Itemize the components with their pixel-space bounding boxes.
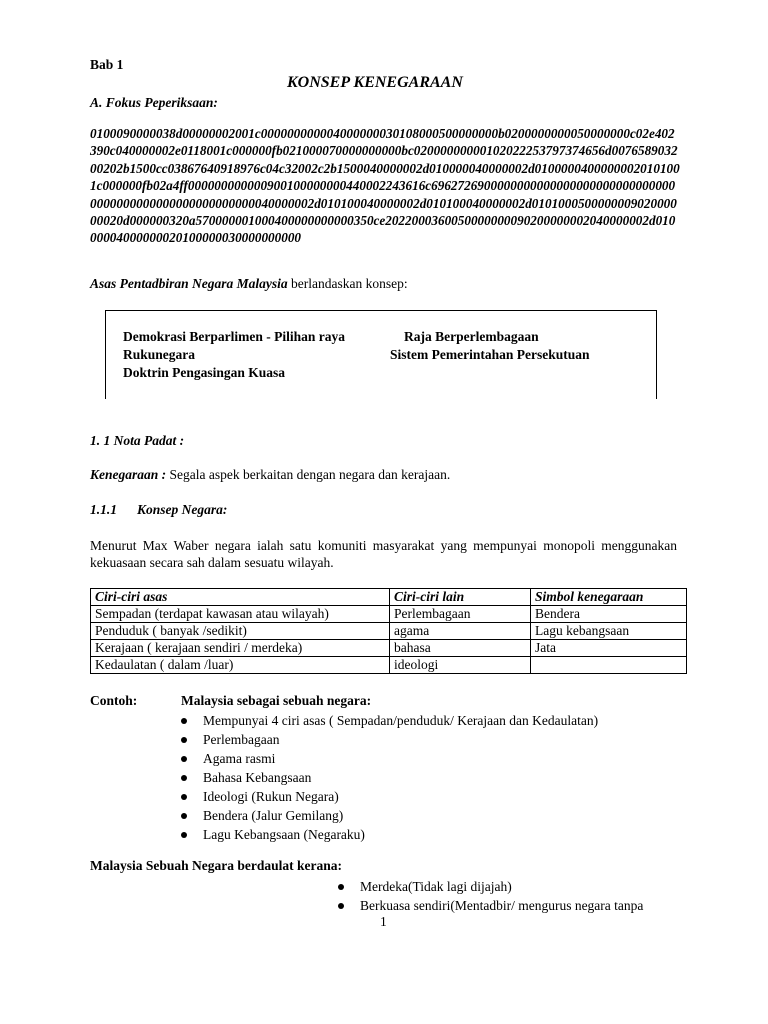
page-number: 1 [380,914,387,929]
bullet-icon [338,884,344,890]
table-cell: ideologi [390,657,531,674]
daulat-list [338,877,643,915]
daulat-heading: Malaysia Sebuah Negara berdaulat kerana: [90,858,343,873]
list-item: Perlembagaan [181,730,598,749]
table-cell: Kerajaan ( kerajaan sendiri / merdeka) [91,640,390,657]
kenegaraan-text: Segala aspek berkaitan dengan negara dan kerajaan. [166,467,451,482]
list-item: Bahasa Kebangsaan [181,768,598,787]
table-header: Ciri-ciri asas [91,589,390,606]
table-row [91,657,687,674]
nota-heading: 1. 1 Nota Padat : [90,433,185,448]
bullet-icon [338,903,344,909]
asas-paragraph [90,276,408,292]
kenegaraan-term: Kenegaraan : [90,467,167,482]
table-cell: bahasa [390,640,531,657]
table-cell: agama [390,623,531,640]
ciri-table [90,588,687,674]
page-title: KONSEP KENEGARAAN [287,74,463,91]
contoh-label: Contoh: [90,693,138,708]
list-item: Agama rasmi [181,749,598,768]
negara-definition: Menurut Max Waber negara ialah satu komuniti masyarakat yang mempunyai monopoli menggunakan kekuasaan secara sah dalam sesuatu wilayah. [90,538,677,570]
list-item: Lagu Kebangsaan (Negaraku) [181,825,598,844]
table-cell: Bendera [531,606,687,623]
concept-box [105,310,657,399]
asas-lead: Asas Pentadbiran Negara Malaysia [90,276,288,291]
table-header-row [91,589,687,606]
table-header: Ciri-ciri lain [390,589,531,606]
konsep-heading: Konsep Negara: [137,502,228,517]
contoh-list [181,711,598,844]
table-cell: Penduduk ( banyak /sedikit) [91,623,390,640]
table-row [91,606,687,623]
bullet-icon [181,832,187,838]
bullet-icon [181,794,187,800]
list-item: Mempunyai 4 ciri asas ( Sempadan/penduduk/ Kerajaan dan Kedaulatan) [181,711,598,730]
bullet-icon [181,813,187,819]
chapter-label: Bab 1 [90,57,124,72]
concept-demokrasi: Demokrasi Berparlimen - Pilihan raya [123,329,345,344]
table-cell: Kedaulatan ( dalam /luar) [91,657,390,674]
konsep-number: 1.1.1 [90,502,117,517]
table-row [91,623,687,640]
section-heading-a: A. Fokus Peperiksaan: [90,95,218,110]
list-item: Ideologi (Rukun Negara) [181,787,598,806]
concept-rukunegara: Rukunegara [123,347,196,362]
table-row [91,640,687,657]
table-cell: Perlembagaan [390,606,531,623]
list-item: Merdeka(Tidak lagi dijajah) [338,877,643,896]
embedded-hex-text: 0100090000038d00000002001c000000000004000000030108000500000000b0200000000050000000c02e402390c040000002e0118001c000000fb021000070000000000bc02000000000102022253797374656d007658903200202b1500cc03867640918976c04c32002c2b1500040000002d010000040000002d01000004000000020101001c000000fb02a4ff000000000000900100000000440002243616c69627269000000000000000000000000000000000000000000000000000000040000002d010100040000002d010100040000002d010100050000000902000000020d000000320a570000001000400000000000350ce2022000360050000000090200000002040000002d01000004000000020100000030000000000 [90,126,680,246]
concept-raja: Raja Berperlembagaan [404,329,539,344]
asas-rest: berlandaskan konsep: [287,276,408,291]
bullet-icon [181,775,187,781]
concept-persekutuan: Sistem Pemerintahan Persekutuan [390,347,590,362]
list-item: Bendera (Jalur Gemilang) [181,806,598,825]
table-cell [531,657,687,674]
list-item: Berkuasa sendiri(Mentadbir/ mengurus negara tanpa [338,896,643,915]
kenegaraan-definition [90,467,450,483]
bullet-icon [181,756,187,762]
contoh-heading: Malaysia sebagai sebuah negara: [181,693,372,708]
table-header: Simbol kenegaraan [531,589,687,606]
bullet-icon [181,718,187,724]
table-cell: Jata [531,640,687,657]
concept-doktrin: Doktrin Pengasingan Kuasa [123,365,286,380]
table-cell: Sempadan (terdapat kawasan atau wilayah) [91,606,390,623]
bullet-icon [181,737,187,743]
table-cell: Lagu kebangsaan [531,623,687,640]
